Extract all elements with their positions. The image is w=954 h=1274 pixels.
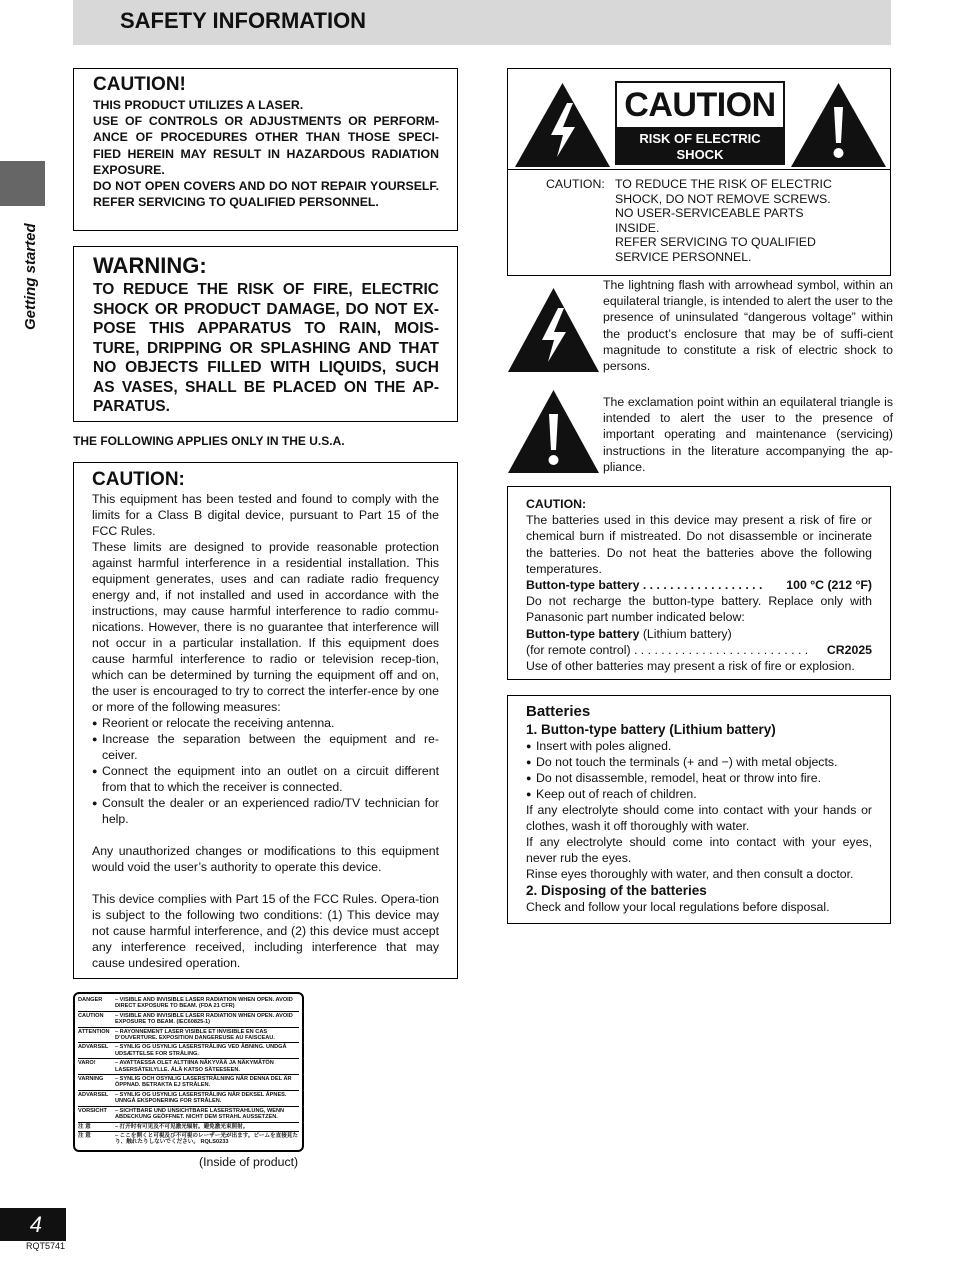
label-lang: ATTENTION <box>78 1028 110 1035</box>
caution-line: SERVICE PERSONNEL. <box>615 249 752 264</box>
list-item: ● Do not disassemble, remodel, heat or throw into fire. <box>526 770 872 786</box>
laser-label-caption: (Inside of product) <box>199 1155 299 1169</box>
fcc-paragraph: These limits are designed to provide reasonable protection against harmful interference in a residential installation. This equipment generates, uses and can radiate radio frequency energy and, if not installed and used in accordance with the instructions, may cause harmful interference to radio commu-nications. However, there is no guarantee that interference will not occur in a particular installation. If this equipment does cause harmful interference to radio or television recep-tion, which can be determined by turning the equipment off and on, the user is encouraged to try to correct the interfer-ence by one or more of the following measures: <box>92 540 439 714</box>
exclamation-triangle-icon <box>791 83 886 167</box>
dot-leader: . . . . . . . . . . . . . . . . . . . . . . . . . . <box>630 642 809 657</box>
laser-caution-line1: THIS PRODUCT UTILIZES A LASER. <box>93 98 304 112</box>
electric-shock-caution-box <box>507 68 891 276</box>
list-item: ● Consult the dealer or an experienced radio/TV technician for help. <box>92 795 439 827</box>
label-ref: (IEC60825-1) <box>176 1019 211 1026</box>
label-text: – VISIBLE AND INVISIBLE LASER RADIATION WHEN OPEN. AVOID DIRECT EXPOSURE TO BEAM. <box>115 997 293 1010</box>
warning-title: WARNING: <box>93 253 207 278</box>
laser-caution-body2: DO NOT OPEN COVERS AND DO NOT REPAIR YOURSELF. REFER SERVICING TO QUALIFIED PERSONNEL. <box>93 179 439 210</box>
battery-part-label: Button-type battery <box>526 626 640 641</box>
batteries-paragraph: Check and follow your local regulations before disposal. <box>526 900 830 914</box>
label-lang: ADVARSEL <box>78 1044 109 1051</box>
page-header <box>73 0 891 45</box>
batteries-subtitle: 2. Disposing of the batteries <box>526 883 707 898</box>
fcc-measures-list <box>92 715 439 827</box>
batteries-paragraph: If any electrolyte should come into contact with your hands or clothes, wash it off thoroughly with water. <box>526 803 872 833</box>
batteries-list <box>526 738 872 802</box>
batteries-subtitle: 1. Button-type battery (Lithium battery) <box>526 722 776 737</box>
fcc-caution-title: CAUTION: <box>92 469 185 490</box>
caution-banner <box>615 81 785 178</box>
lightning-triangle-icon <box>508 288 599 372</box>
batteries-paragraph: Rinse eyes thoroughly with water, and then consult a doctor. <box>526 867 854 881</box>
warning-text: TO REDUCE THE RISK OF FIRE, ELECTRIC SHOCK OR PRODUCT DAMAGE, DO NOT EX-POSE THIS APPARATUS TO RAIN, MOIS-TURE, DRIPPING OR SPLASHING AND THAT NO OBJECTS FILLED WITH LIQUIDS, SUCH AS VASES, SHALL BE PLACED ON THE AP-PARATUS. <box>93 281 439 415</box>
label-text: – SYNLIG OG USYNLIG LASERSTRÅLING VED ÅBNING. UNDGÅ UDSÆTTELSE FOR STRÅLING. <box>115 1044 287 1057</box>
label-ref: RQLS0233 <box>200 1139 229 1146</box>
battery-part-number: CR2025 <box>826 642 872 657</box>
label-text: – VISIBLE AND INVISIBLE LASER RADIATION WHEN OPEN. AVOID EXPOSURE TO BEAM. <box>115 1012 293 1026</box>
battery-part-row <box>526 642 872 658</box>
batteries-box <box>507 695 891 924</box>
label-text: – RAYONNEMENT LASER VISIBLE ET INVISIBLE EN CAS D’OUVERTURE. EXPOSITION DANGEREUSE AU FAISCEAU. <box>115 1028 275 1042</box>
battery-temp-value: 100 °C (212 °F) <box>786 578 872 593</box>
caution-banner-line1: RISK OF ELECTRIC SHOCK <box>639 131 761 162</box>
label-text: – AVATTAESSA OLET ALTTIINA NÄKYVÄÄ JA NÄKYMÄTÖN LASERSÄTEILYLLE. ÄLÄ KATSO SÄTEESEEN. <box>115 1060 274 1073</box>
label-lang: VARNING <box>78 1076 104 1083</box>
battery-caution-box <box>507 486 891 680</box>
exclamation-triangle-icon <box>508 390 599 473</box>
list-item: ● Do not touch the terminals (+ and −) with metal objects. <box>526 754 872 770</box>
lightning-triangle-icon <box>515 83 610 167</box>
lightning-symbol-explanation: The lightning flash with arrowhead symbol, within an equilateral triangle, is intended to alert the user to the presence of uninsulated “dangerous voltage” within the product’s enclosure that may be of suffi-cient magnitude to constitute a risk of electric shock to persons. <box>603 278 893 374</box>
battery-part-note: (Lithium battery) <box>639 626 732 641</box>
page-title: SAFETY INFORMATION <box>120 8 367 33</box>
caution-line: REFER SERVICING TO QUALIFIED <box>615 235 816 249</box>
document-code: RQT5741 <box>26 1241 66 1251</box>
laser-caution-title: CAUTION! <box>93 74 186 95</box>
label-lang: VORSICHT <box>78 1107 107 1114</box>
side-tab-marker <box>0 161 45 206</box>
label-lang: 注 意 <box>78 1123 91 1130</box>
list-item: ● Insert with poles aligned. <box>526 738 872 754</box>
page-number: 4 <box>0 1208 66 1241</box>
fcc-paragraph: This equipment has been tested and found to comply with the limits for a Class B digital device, pursuant to Part 15 of the FCC Rules. <box>92 492 439 538</box>
battery-temp-label: Button-type battery <box>526 578 640 593</box>
label-text: – 打开时有可见及不可见激光辐射。避免激光束照射。 <box>115 1123 249 1130</box>
exclamation-symbol-explanation: The exclamation point within an equilateral triangle is intended to alert the user to the presence of important operating and maintenance (servicing) instructions in the literature accompanying the ap-pliance. <box>603 395 893 474</box>
side-section-label: Getting started <box>22 223 39 330</box>
label-lang: 注 意 <box>78 1132 91 1139</box>
label-lang: DANGER <box>78 997 103 1003</box>
warning-box <box>73 246 458 422</box>
fcc-paragraph: This device complies with Part 15 of the FCC Rules. Opera-tion is subject to the following two conditions: (1) This device may not cause harmful interference, and (2) this device must accept any interference received, including interference that may cause undesired operation. <box>92 892 439 970</box>
caution-instructions <box>546 177 832 264</box>
batteries-title: Batteries <box>526 703 591 720</box>
dot-leader: . . . . . . . . . . . . . . . . . . <box>639 578 763 593</box>
label-text: – SYNLIG OG USYNLIG LASERSTRÅLING NÅR DEKSEL ÅPNES. UNNGÅ EKSPONERING FOR STRÅLEN. <box>115 1091 287 1105</box>
label-lang: VARO! <box>78 1060 96 1067</box>
laser-caution-body: USE OF CONTROLS OR ADJUSTMENTS OR PERFORM-ANCE OF PROCEDURES OTHER THAN THOSE SPECI-FIED HEREIN MAY RESULT IN HAZARDOUS RADIATION EXPOSURE. <box>93 114 439 177</box>
caution-banner-title: CAUTION <box>617 83 783 127</box>
caution-banner-line2: DO NOT OPEN <box>654 163 746 178</box>
battery-caution-title: CAUTION: <box>526 497 587 511</box>
label-text: – ここを開くと可視及び不可視のレーザー光が出ます。ビームを直接見たり、触れたりしないでください。 <box>115 1132 298 1146</box>
list-item: ● Connect the equipment into an outlet on a circuit different from that to which the receiver is connected. <box>92 763 439 795</box>
laser-warning-label <box>73 992 304 1152</box>
caution-line: NO USER-SERVICEABLE PARTS <box>615 206 804 220</box>
label-text: – SYNLIG OCH OSYNLIG LASERSTRÅLNING NÄR DENNA DEL ÄR ÖPPNAD. BETRAKTA EJ STRÅLEN. <box>115 1076 292 1089</box>
battery-caution-text: The batteries used in this device may present a risk of fire or chemical burn if mistreated. Do not disassemble or incinerate the batteries. Do not heat the batteries above the following temperatures. <box>526 513 872 576</box>
remote-label: (for remote control) <box>526 642 631 657</box>
label-text: – SICHTBARE UND UNSICHTBARE LASERSTRAHLUNG, WENN ABDECKUNG GEÖFFNET. NICHT DEM STRAHL AUSSETZEN. <box>115 1107 285 1121</box>
label-lang: ADVARSEL <box>78 1091 109 1098</box>
fcc-paragraph: Any unauthorized changes or modifications to this equipment would void the user’s authority to operate this device. <box>92 844 439 874</box>
caution-line: SHOCK, DO NOT REMOVE SCREWS. <box>615 191 831 206</box>
caution-line: INSIDE. <box>615 220 660 235</box>
label-lang: CAUTION <box>78 1012 104 1019</box>
usa-note: THE FOLLOWING APPLIES ONLY IN THE U.S.A. <box>73 434 345 448</box>
fcc-caution-box <box>73 462 458 979</box>
caution-label: CAUTION: <box>546 177 605 191</box>
list-item: ● Increase the separation between the equipment and re-ceiver. <box>92 731 439 763</box>
laser-caution-box <box>73 68 458 231</box>
list-item: ● Keep out of reach of children. <box>526 786 872 802</box>
battery-temp-row <box>526 577 872 593</box>
battery-caution-text: Use of other batteries may present a risk of fire or explosion. <box>526 659 855 674</box>
list-item: ● Reorient or relocate the receiving antenna. <box>92 715 439 731</box>
label-ref: (FDA 21 CFR) <box>198 1003 235 1010</box>
battery-caution-text: Do not recharge the button-type battery. Replace only with Panasonic part number indicated below: <box>526 594 872 625</box>
caution-line: TO REDUCE THE RISK OF ELECTRIC <box>615 177 832 191</box>
batteries-paragraph: If any electrolyte should come into contact with your eyes, never rub the eyes. <box>526 835 872 865</box>
laser-caution-text <box>93 97 439 210</box>
